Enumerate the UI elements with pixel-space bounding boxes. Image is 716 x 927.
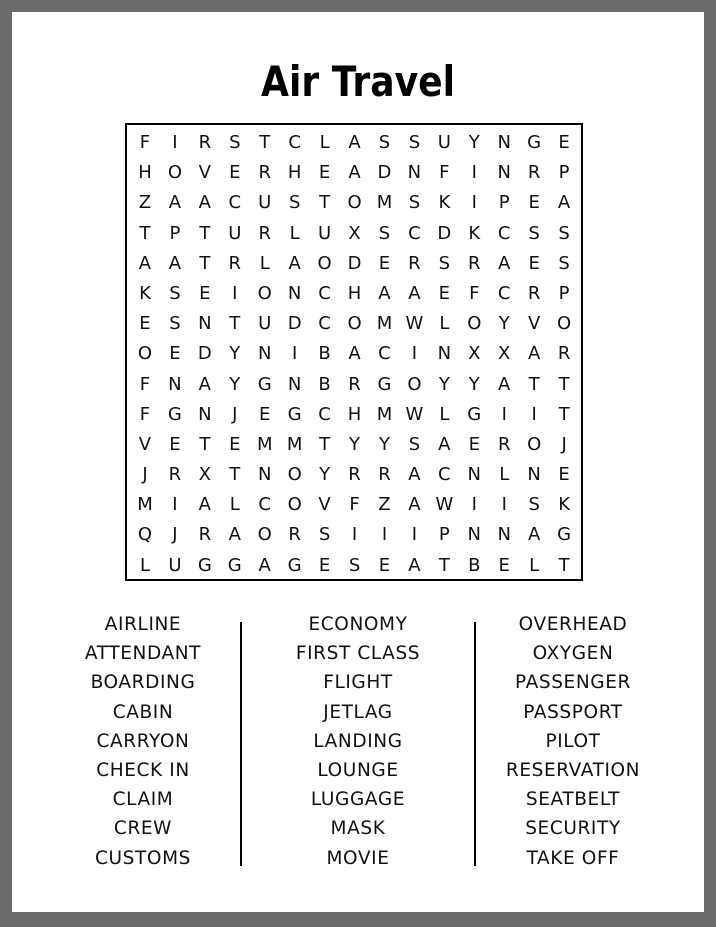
word-list-item: RESERVATION (505, 759, 641, 781)
grid-letter: E (259, 403, 271, 425)
grid-letter: S (169, 282, 181, 304)
grid-letter: R (348, 373, 361, 395)
grid-letter: I (471, 192, 477, 214)
grid-letter: G (167, 403, 182, 425)
grid-row (130, 281, 579, 311)
grid-letter: N (198, 313, 212, 335)
grid-letter: S (378, 132, 391, 153)
grid-letter: G (287, 554, 302, 576)
column-divider (240, 622, 242, 866)
grid-letter: L (529, 554, 540, 576)
grid-letter: D (377, 162, 392, 184)
grid-letter: E (169, 433, 181, 455)
grid-letter: A (408, 282, 421, 304)
grid-letter: L (439, 403, 450, 425)
grid-letter: E (318, 554, 331, 576)
grid-letter: O (287, 494, 302, 516)
word-list-item: MOVIE (326, 847, 390, 869)
grid-letter: S (229, 132, 241, 153)
word-list-item: CREW (113, 818, 173, 840)
grid-letter: E (528, 252, 540, 274)
grid-letter: R (527, 282, 541, 304)
grid-letter: I (172, 494, 178, 516)
grid-letter: R (348, 464, 361, 486)
grid-letter: B (318, 343, 331, 365)
grid-letter: S (288, 192, 301, 214)
grid-letter: R (198, 132, 212, 153)
grid-letter: L (229, 494, 240, 516)
grid-letter: O (287, 464, 302, 486)
grid-letter: I (351, 524, 358, 546)
grid-row (130, 311, 579, 341)
grid-letter: R (198, 524, 212, 546)
grid-letter: A (527, 524, 541, 546)
grid-letter: A (138, 252, 152, 274)
grid-letter: N (497, 132, 511, 153)
grid-letter: I (411, 524, 418, 546)
grid-letter: O (257, 524, 272, 546)
grid-letter: C (258, 494, 271, 516)
grid-letter: C (228, 192, 242, 214)
grid-letter: X (198, 464, 212, 486)
grid-letter: T (229, 313, 241, 335)
grid-letter: N (257, 343, 272, 365)
grid-letter: K (468, 222, 481, 244)
grid-letter: Z (378, 494, 391, 516)
grid-letter: E (438, 282, 451, 304)
grid-row (130, 251, 579, 281)
word-list-item: CABIN (112, 701, 174, 723)
grid-letter: N (527, 464, 541, 486)
grid-letter: E (558, 464, 570, 486)
grid-letter: A (168, 192, 182, 214)
grid-row (130, 221, 579, 251)
grid-letter: F (469, 282, 480, 304)
grid-letter: S (558, 252, 570, 274)
grid-letter: O (347, 192, 362, 214)
grid-letter: T (139, 222, 151, 244)
grid-letter: O (137, 343, 153, 365)
grid-letter: E (528, 192, 540, 214)
grid-letter: L (289, 222, 300, 244)
grid-letter: E (468, 433, 480, 455)
grid-letter: H (287, 162, 302, 184)
grid-letter: S (528, 222, 540, 244)
grid-letter: L (439, 313, 450, 335)
grid-letter: V (198, 162, 211, 184)
grid-letter: L (319, 132, 330, 153)
grid-letter: I (471, 162, 477, 184)
grid-letter: Y (229, 373, 241, 395)
grid-letter: T (558, 554, 570, 576)
grid-letter: O (167, 162, 182, 184)
grid-letter: D (347, 252, 362, 274)
grid-letter: O (407, 373, 422, 395)
grid-letter: H (138, 162, 152, 184)
grid-letter: E (229, 433, 241, 455)
grid-letter: N (497, 524, 511, 546)
grid-letter: A (228, 524, 241, 546)
word-list-item: OXYGEN (532, 643, 614, 665)
grid-letter: T (319, 192, 331, 214)
grid-letter: N (407, 162, 422, 184)
grid-letter: F (139, 132, 151, 153)
grid-letter: N (287, 373, 302, 395)
word-list-item: JETLAG (323, 701, 393, 723)
word-list-item: PILOT (545, 730, 601, 752)
grid-letter: M (286, 433, 303, 455)
word-list-item: ECONOMY (308, 614, 408, 635)
grid-letter: U (318, 222, 332, 244)
grid-letter: S (408, 192, 421, 214)
worksheet-page (12, 12, 704, 912)
grid-letter: G (227, 554, 242, 576)
grid-letter: J (142, 464, 148, 486)
grid-letter: M (256, 433, 273, 455)
grid-letter: A (198, 494, 211, 516)
grid-letter: G (557, 524, 572, 546)
grid-letter: P (558, 162, 570, 184)
grid-row (130, 432, 579, 462)
page-title: Air Travel (260, 57, 456, 106)
grid-letter: E (199, 282, 211, 304)
grid-letter: R (557, 343, 571, 365)
grid-letter: B (468, 554, 481, 576)
grid-letter: A (198, 373, 211, 395)
grid-letter: D (197, 343, 212, 365)
grid-letter: T (229, 464, 241, 486)
grid-letter: E (139, 313, 151, 335)
grid-letter: R (258, 222, 271, 244)
grid-letter: M (376, 403, 393, 425)
grid-letter: O (317, 252, 332, 274)
grid-letter: K (438, 192, 451, 214)
grid-letter: A (408, 554, 421, 576)
grid-letter: R (408, 252, 421, 274)
grid-letter: U (258, 313, 272, 335)
grid-letter: Y (468, 132, 480, 153)
grid-letter: O (347, 313, 362, 335)
grid-letter: T (199, 222, 211, 244)
grid-letter: G (197, 554, 212, 576)
word-list-item: CARRYON (96, 730, 190, 752)
grid-letter: A (288, 252, 301, 274)
grid-letter: A (348, 132, 361, 153)
grid-letter: N (198, 403, 212, 425)
grid-letter: W (435, 494, 454, 516)
grid-letter: B (318, 373, 331, 395)
word-list-item: FLIGHT (323, 672, 393, 694)
word-list-item: CHECK IN (96, 759, 190, 781)
word-list-item: LOUNGE (317, 759, 399, 781)
grid-row (130, 341, 579, 371)
grid-letter: E (378, 554, 391, 576)
grid-letter: U (228, 222, 242, 244)
grid-letter: Y (378, 433, 390, 455)
grid-letter: S (378, 222, 391, 244)
grid-row (130, 522, 579, 552)
grid-letter: I (172, 132, 178, 153)
grid-letter: A (198, 192, 211, 214)
grid-letter: C (318, 282, 331, 304)
grid-letter: I (471, 494, 477, 516)
grid-letter: G (257, 373, 272, 395)
word-list-column-3 (473, 612, 673, 875)
grid-letter: G (527, 132, 542, 153)
grid-letter: A (498, 252, 511, 274)
grid-letter: O (527, 433, 542, 455)
grid-letter: Y (468, 373, 480, 395)
grid-letter: S (169, 313, 181, 335)
grid-letter: T (558, 373, 570, 395)
grid-letter: Z (138, 192, 152, 214)
grid-row (130, 402, 579, 432)
grid-letter: D (437, 222, 452, 244)
grid-letter: N (168, 373, 182, 395)
grid-letter: W (405, 313, 424, 335)
grid-letter: V (527, 313, 541, 335)
grid-letter: R (288, 524, 301, 546)
grid-letter: F (439, 162, 450, 184)
grid-letter: U (168, 554, 182, 576)
grid-letter: A (258, 554, 271, 576)
grid-row (130, 160, 579, 190)
grid-letter: I (232, 282, 238, 304)
grid-letter: G (467, 403, 482, 425)
grid-letter: M (376, 313, 393, 335)
grid-row (130, 130, 579, 160)
word-list-item: AIRLINE (104, 614, 182, 635)
word-list-item: CUSTOMS (95, 847, 191, 869)
grid-letter: P (169, 222, 181, 244)
word-list-item: LUGGAGE (310, 789, 406, 811)
grid-letter: Y (319, 464, 331, 486)
grid-letter: O (557, 313, 572, 335)
grid-letter: A (408, 464, 421, 486)
grid-letter: S (348, 554, 361, 576)
grid-letter: J (232, 403, 238, 425)
grid-letter: X (468, 343, 481, 365)
grid-row (130, 492, 579, 522)
grid-letter: X (498, 343, 511, 365)
grid-letter: A (348, 343, 361, 365)
word-list-item: TAKE OFF (526, 847, 620, 869)
grid-letter: C (497, 282, 511, 304)
grid-row (130, 190, 579, 220)
grid-letter: I (411, 343, 418, 365)
grid-letter: V (138, 433, 152, 455)
word-list-column-1 (43, 612, 243, 875)
grid-letter: G (377, 373, 392, 395)
grid-letter: V (318, 494, 331, 516)
grid-letter: Y (349, 433, 361, 455)
grid-letter: S (528, 494, 540, 516)
grid-letter: H (347, 403, 362, 425)
grid-letter: E (318, 162, 331, 184)
grid-letter: L (499, 464, 510, 486)
grid-letter: F (349, 494, 360, 516)
grid-letter: L (259, 252, 270, 274)
grid-letter: A (168, 252, 182, 274)
grid-letter: Q (137, 524, 153, 546)
grid-letter: S (318, 524, 331, 546)
grid-letter: T (528, 373, 540, 395)
grid-letter: Y (229, 343, 241, 365)
grid-letter: S (408, 132, 421, 153)
letter-grid (125, 123, 583, 581)
grid-letter: P (498, 192, 510, 214)
grid-letter: C (408, 222, 421, 244)
grid-letter: I (501, 403, 507, 425)
word-list-item: CLAIM (112, 789, 174, 811)
grid-letter: E (229, 162, 241, 184)
grid-letter: T (319, 433, 331, 455)
grid-letter: T (438, 554, 450, 576)
grid-letter: F (139, 403, 151, 425)
word-list-column-2 (258, 612, 458, 875)
word-list-item: LANDING (313, 730, 403, 752)
grid-letter: U (258, 192, 272, 214)
grid-letter: X (348, 222, 361, 244)
word-list-item: ATTENDANT (84, 643, 202, 665)
grid-letter: F (139, 373, 151, 395)
grid-letter: A (408, 494, 421, 516)
grid-letter: R (378, 464, 391, 486)
grid-letter: A (348, 162, 361, 184)
grid-letter: P (558, 282, 570, 304)
grid-letter: S (408, 433, 421, 455)
grid-letter: A (438, 433, 451, 455)
grid-letter: I (531, 403, 537, 425)
grid-row (130, 553, 579, 583)
grid-letter: Y (438, 373, 450, 395)
grid-letter: R (527, 162, 541, 184)
grid-letter: E (169, 343, 181, 365)
grid-row (130, 462, 579, 492)
grid-letter: T (199, 252, 211, 274)
grid-letter: R (228, 252, 242, 274)
grid-row (130, 372, 579, 402)
grid-letter: D (287, 313, 302, 335)
grid-letter: N (287, 282, 302, 304)
grid-letter: E (498, 554, 510, 576)
grid-letter: O (467, 313, 482, 335)
grid-letter: O (257, 282, 272, 304)
grid-letter: I (501, 494, 507, 516)
grid-letter: H (347, 282, 362, 304)
grid-letter: C (318, 403, 331, 425)
grid-letter: S (438, 252, 451, 274)
grid-letter: K (558, 494, 570, 516)
grid-letter: M (376, 192, 393, 214)
grid-letter: T (259, 132, 271, 153)
grid-letter: R (168, 464, 182, 486)
grid-letter: R (497, 433, 511, 455)
grid-letter: A (498, 373, 511, 395)
word-list-item: SEATBELT (525, 789, 621, 811)
grid-letter: C (378, 343, 391, 365)
grid-letter: K (139, 282, 151, 304)
grid-letter: N (437, 343, 452, 365)
grid-letter: A (378, 282, 391, 304)
word-list-item: PASSPORT (523, 701, 623, 723)
grid-letter: S (558, 222, 570, 244)
grid-letter: M (137, 494, 153, 516)
grid-letter: I (292, 343, 298, 365)
grid-letter: C (438, 464, 451, 486)
grid-letter: N (467, 464, 482, 486)
grid-letter: C (497, 222, 511, 244)
grid-letter: I (381, 524, 388, 546)
grid-letter: G (287, 403, 302, 425)
grid-letter: C (318, 313, 331, 335)
grid-letter: A (557, 192, 571, 214)
grid-letter: N (497, 162, 511, 184)
grid-letter: Y (498, 313, 510, 335)
grid-letter: N (257, 464, 272, 486)
grid-letter: J (561, 433, 567, 455)
grid-letter: C (288, 132, 301, 153)
word-list-item: PASSENGER (515, 672, 631, 694)
grid-letter: W (405, 403, 424, 425)
grid-letter: R (468, 252, 481, 274)
word-list-item: SECURITY (525, 818, 621, 840)
grid-letter: T (558, 403, 570, 425)
word-list-item: MASK (330, 818, 386, 840)
word-list-item: OVERHEAD (518, 614, 628, 635)
grid-letter: J (172, 524, 178, 546)
word-list-item: FIRST CLASS (295, 643, 421, 665)
grid-letter: L (139, 554, 150, 576)
grid-letter: N (467, 524, 482, 546)
grid-letter: R (258, 162, 271, 184)
grid-letter: T (199, 433, 211, 455)
grid-letter: E (378, 252, 391, 274)
word-list-item: BOARDING (90, 672, 196, 694)
grid-letter: P (438, 524, 450, 546)
grid-letter: U (437, 132, 451, 153)
grid-letter: E (558, 132, 570, 153)
grid-letter: A (527, 343, 541, 365)
